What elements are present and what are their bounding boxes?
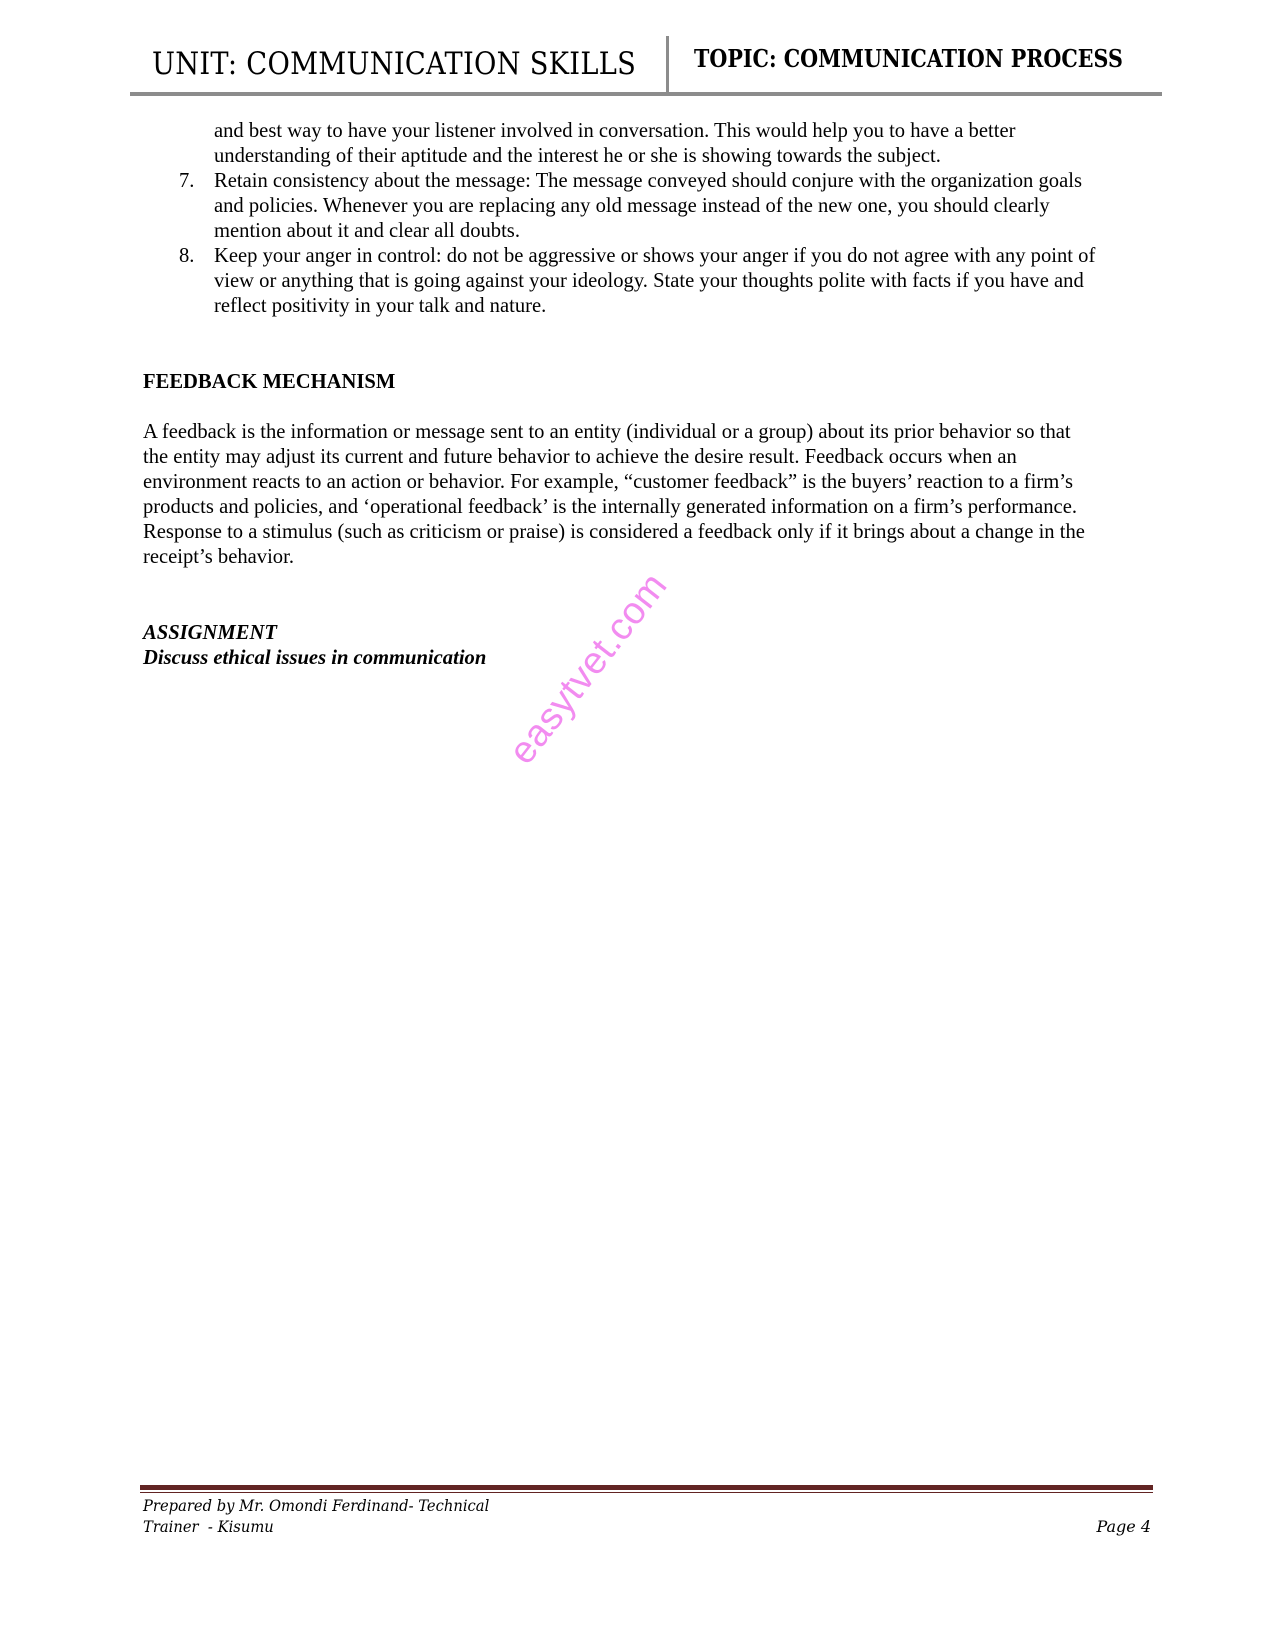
list-item-text: mention about it and clear all doubts.: [214, 220, 520, 242]
section-heading-feedback: FEEDBACK MECHANISM: [143, 371, 396, 393]
page-number: Page 4: [1096, 1517, 1151, 1536]
list-item-text: view or anything that is going against your ideology. State your thoughts polite with facts if you have and: [214, 270, 1084, 292]
list-item-7: [143, 169, 1153, 244]
unit-title: UNIT: COMMUNICATION SKILLS: [152, 46, 637, 82]
list-item-text: and policies. Whenever you are replacing any old message instead of the new one, you should clearly: [214, 195, 1050, 217]
paragraph-line: the entity may adjust its current and future behavior to achieve the desire result. Feedback occurs when an: [143, 446, 1017, 468]
footer-author: [143, 1495, 489, 1537]
assignment-block: [143, 621, 486, 671]
footer-line-1: Prepared by Mr. Omondi Ferdinand- Technical: [143, 1496, 490, 1515]
paragraph-line: receipt’s behavior.: [143, 546, 294, 568]
list-item-text: Retain consistency about the message: The message conveyed should conjure with the organization goals: [214, 170, 1082, 192]
list-item-text: reflect positivity in your talk and nature.: [214, 295, 547, 317]
paragraph-line: environment reacts to an action or behavior. For example, “customer feedback” is the buyers’ reaction to a firm’s: [143, 471, 1073, 493]
list-continuation-line: understanding of their aptitude and the interest he or she is showing towards the subject.: [214, 145, 941, 167]
assignment-heading: ASSIGNMENT: [143, 622, 277, 644]
page-header: [130, 34, 1162, 96]
list-item-text: Keep your anger in control: do not be aggressive or shows your anger if you do not agree with any point of: [214, 245, 1096, 267]
list-number: 8.: [179, 245, 195, 267]
footer-rule: [140, 1485, 1153, 1490]
topic-title: TOPIC: COMMUNICATION PROCESS: [694, 44, 1123, 73]
header-rule: [130, 92, 1162, 96]
list-number: 7.: [179, 170, 195, 192]
watermark: easytvet.com: [501, 565, 676, 773]
paragraph-line: Response to a stimulus (such as criticism or praise) is considered a feedback only if it brings about a change in the: [143, 521, 1085, 543]
paragraph-line: products and policies, and ‘operational feedback’ is the internally generated information on a firm’s performance.: [143, 496, 1077, 518]
list-item-8: [143, 244, 1153, 319]
numbered-list: [143, 119, 1153, 319]
assignment-task: Discuss ethical issues in communication: [143, 647, 487, 669]
footer-line-2: Trainer - Kisumu: [143, 1517, 274, 1536]
list-continuation-line: and best way to have your listener involved in conversation. This would help you to have a better: [214, 120, 1016, 142]
footer-rule-thin: [140, 1492, 1153, 1493]
feedback-paragraph: [143, 420, 1143, 570]
paragraph-line: A feedback is the information or message sent to an entity (individual or a group) about its prior behavior so that: [143, 421, 1071, 443]
header-divider: [666, 36, 669, 94]
